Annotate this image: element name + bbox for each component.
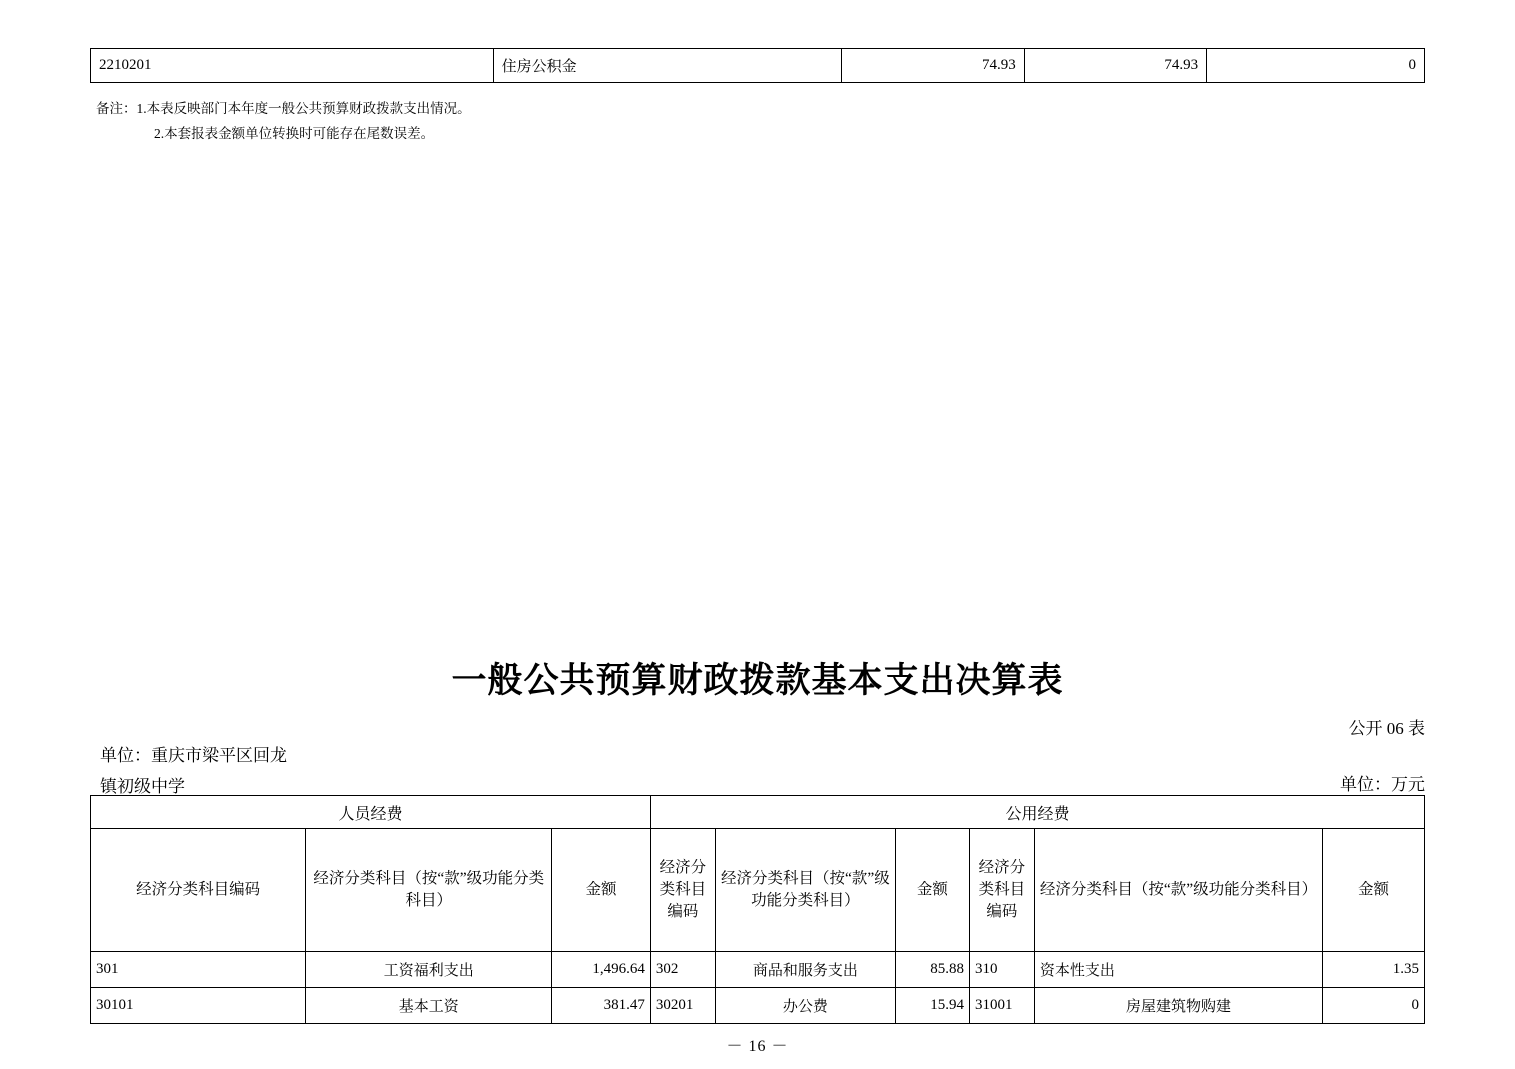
note-line-2: 2.本套报表金额单位转换时可能存在尾数误差。 bbox=[154, 126, 435, 141]
cell-value-3: 0 bbox=[1207, 49, 1425, 83]
note-line-1: 备注：1.本表反映部门本年度一般公共预算财政拨款支出情况。 bbox=[96, 101, 471, 116]
cell-public1-name: 办公费 bbox=[715, 988, 895, 1024]
cell-public2-amount: 0 bbox=[1323, 988, 1425, 1024]
cell-public2-code: 31001 bbox=[969, 988, 1034, 1024]
cell-name: 住房公积金 bbox=[493, 49, 842, 83]
cell-public2-amount: 1.35 bbox=[1323, 952, 1425, 988]
cell-public1-amount: 85.88 bbox=[895, 952, 969, 988]
col-header-personnel-amount: 金额 bbox=[552, 829, 651, 952]
column-header-row bbox=[91, 829, 1425, 952]
page-title: 一般公共预算财政拨款基本支出决算表 bbox=[451, 661, 1064, 700]
group-header-public: 公用经费 bbox=[650, 796, 1424, 829]
col-header-personnel-code: 经济分类科目编码 bbox=[91, 829, 306, 952]
amount-unit-label: 单位：万元 bbox=[1340, 775, 1425, 794]
unit-name-line-2: 镇初级中学 bbox=[100, 777, 185, 796]
col-header-public1-name: 经济分类科目（按“款”级功能分类科目） bbox=[715, 829, 895, 952]
col-header-public2-name: 经济分类科目（按“款”级功能分类科目） bbox=[1034, 829, 1322, 952]
group-header-row bbox=[91, 796, 1425, 829]
cell-personnel-code: 30101 bbox=[91, 988, 306, 1024]
continued-table bbox=[90, 48, 1425, 83]
col-header-public2-code: 经济分类科目编码 bbox=[969, 829, 1034, 952]
unit-label: 单位： bbox=[100, 746, 151, 765]
cell-public1-amount: 15.94 bbox=[895, 988, 969, 1024]
cell-personnel-amount: 381.47 bbox=[552, 988, 651, 1024]
table-notes bbox=[96, 96, 471, 146]
col-header-public2-amount: 金额 bbox=[1323, 829, 1425, 952]
cell-public2-code: 310 bbox=[969, 952, 1034, 988]
basic-expenditure-table bbox=[90, 795, 1425, 1024]
cell-personnel-amount: 1,496.64 bbox=[552, 952, 651, 988]
cell-code: 2210201 bbox=[91, 49, 494, 83]
cell-personnel-name: 工资福利支出 bbox=[306, 952, 552, 988]
col-header-public1-amount: 金额 bbox=[895, 829, 969, 952]
table-row bbox=[91, 952, 1425, 988]
cell-public2-name: 资本性支出 bbox=[1034, 952, 1322, 988]
col-header-public1-code: 经济分类科目编码 bbox=[650, 829, 715, 952]
unit-name-part-1: 重庆市梁平区回龙 bbox=[151, 746, 287, 765]
cell-personnel-name: 基本工资 bbox=[306, 988, 552, 1024]
cell-value-2: 74.93 bbox=[1024, 49, 1206, 83]
page-number: － 16 － bbox=[726, 1038, 789, 1055]
col-header-personnel-name: 经济分类科目（按“款”级功能分类科目） bbox=[306, 829, 552, 952]
cell-public2-name: 房屋建筑物购建 bbox=[1034, 988, 1322, 1024]
cell-public1-name: 商品和服务支出 bbox=[715, 952, 895, 988]
unit-name-line-1 bbox=[100, 740, 520, 771]
cell-personnel-code: 301 bbox=[91, 952, 306, 988]
table-row bbox=[91, 988, 1425, 1024]
group-header-personnel: 人员经费 bbox=[91, 796, 651, 829]
cell-public1-code: 30201 bbox=[650, 988, 715, 1024]
cell-public1-code: 302 bbox=[650, 952, 715, 988]
table-row bbox=[91, 49, 1425, 83]
form-code-label: 公开 06 表 bbox=[1348, 719, 1425, 738]
unit-info bbox=[100, 740, 520, 802]
cell-value-1: 74.93 bbox=[842, 49, 1024, 83]
